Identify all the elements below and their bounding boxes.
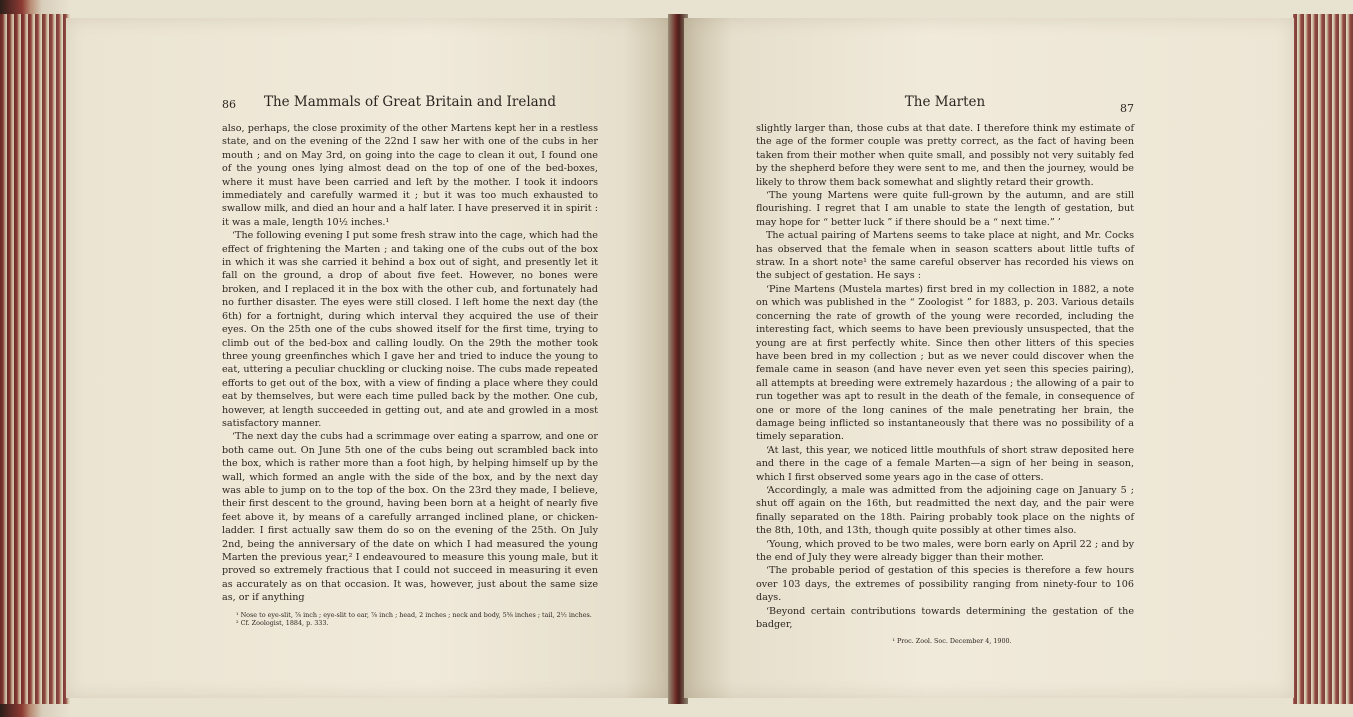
right-page-number: 87: [1120, 102, 1134, 115]
right-paragraph-8: ‘The probable period of gestation of this species is therefore a few hours over 103 days, the extremes of possibility ranging from ninety-four to 106 days.: [756, 565, 1134, 604]
left-page-number: 86: [222, 98, 236, 111]
right-page-edges: [1293, 14, 1353, 704]
right-paragraph-3: The actual pairing of Martens seems to take place at night, and Mr. Cocks has observed that the female when in season scatters about little tufts of straw. In a short note¹ the same careful observer has recorded his views on the subject of gestation. He says :: [756, 230, 1134, 282]
right-paragraph-7: ‘Young, which proved to be two males, were born early on April 22 ; and by the end of July they were already bigger than their mother.: [756, 538, 1134, 563]
left-paragraph-3: ‘The next day the cubs had a scrimmage over eating a sparrow, and one or both came out. On June 5th one of the cubs being out scrambled back into the box, which is rather more than a foot high, by helping himself up by the wall, which formed an angle with the side of the box, and by the next day was able to jump on to the top of the box. On the 23rd they made, I believe, their first descent to the ground, having been born at a height of nearly five feet above it, by means of a carefully arranged inclined plane, or chicken-ladder. I first actually saw them do so on the evening of the 25th. On July 2nd, being the anniversary of the date on which I had measured the young Marten the previous year,² I endeavoured to measure this young male, but it proved so extremely fractious that I could not succeed in measuring it even as accurately as on that occasion. It was, however, just about the same size as, or if anything: [222, 431, 598, 604]
left-running-title: The Mammals of Great Britain and Ireland: [263, 94, 557, 110]
right-running-title: The Marten: [904, 94, 986, 110]
right-paragraph-2: ‘The young Martens were quite full-grown by the autumn, and are still flourishing. I regret that I am unable to state the length of gestation, but may hope for “ better luck ” if there should be a “ next time.” ’: [756, 190, 1134, 228]
left-page-edges: [0, 14, 70, 704]
right-footnotes: [756, 637, 1134, 646]
left-paragraph-2: ‘The following evening I put some fresh straw into the cage, which had the effect of frightening the Marten ; and taking one of the cubs out of the box in which it was she carried it behind a box out of sight, and presently let it fall on the ground, a drop of about five feet. However, no bones were broken, and I replaced it in the box with the other cub, and fortunately had no further disaster. The eyes were still closed. I left home the next day (the 6th) for a fortnight, during which interval they acquired the use of their eyes. On the 25th one of the cubs showed itself for the first time, trying to climb out of the bed-box and calling loudly. On the 29th the mother took three young greenfinches which I gave her and tried to induce the young to eat, uttering a peculiar chuckling or clucking noise. The cubs made repeated efforts to get out of the box, with a view of finding a place where they could eat by themselves, but were each time pulled back by the mother. One cub, however, at length succeeded in getting out, and ate and growled in a most satisfactory manner.: [222, 230, 598, 429]
left-page: [66, 18, 672, 698]
right-page: [684, 18, 1294, 698]
left-running-head: [222, 94, 598, 120]
right-running-head: [756, 94, 1134, 120]
left-footnotes: [222, 611, 598, 628]
right-paragraph-6: ‘Accordingly, a male was admitted from the adjoining cage on January 5 ; shut off again on the 16th, but readmitted the next day, and the pair were finally separated on the 18th. Pairing probably took place on the nights of the 8th, 10th, and 13th, though quite possibly at other times also.: [756, 484, 1134, 537]
left-paragraph-1: also, perhaps, the close proximity of the other Martens kept her in a restless state, and on the evening of the 22nd I saw her with one of the cubs in her mouth ; and on May 3rd, on going into the cage to clean it out, I found one of the young ones lying almost dead on the top of one of the bed-boxes, where it must have been carried and left by the mother. I took it indoors immediately and carefully warmed it ; but it was too much exhausted to swallow milk, and died an hour and a half later. I have preserved it in spirit : it was a male, length 10½ inches.¹: [222, 123, 598, 228]
left-footnote-1: ¹ Nose to eye-slit, ⅞ inch ; eye-slit to ear, ⅞ inch ; head, 2 inches ; neck and body, 5⅝ inches ; tail, 2½ inches.: [236, 610, 592, 619]
right-footnote-1: ¹ Proc. Zool. Soc. December 4, 1900.: [892, 637, 1012, 646]
left-page-content: [222, 94, 598, 628]
right-paragraph-1: slightly larger than, those cubs at that date. I therefore think my estimate of the age of the former couple was pretty correct, as the fact of having been taken from their mother when quite small, and possibly not very suitably fed by the shepherd before they were sent to me, and then the journey, would be likely to throw them back somewhat and slightly retard their growth.: [756, 123, 1134, 188]
right-paragraph-9: ‘Beyond certain contributions towards determining the gestation of the badger,: [756, 605, 1134, 631]
right-page-content: [756, 94, 1134, 646]
left-footnote-2: ² Cf. Zoologist, 1884, p. 333.: [236, 619, 329, 628]
right-paragraph-5: ‘At last, this year, we noticed little mouthfuls of short straw deposited here and there in the cage of a female Marten—a sign of her being in season, which I first observed some years ago in the case of otters.: [756, 444, 1134, 483]
right-paragraph-4: ‘Pine Martens (Mustela martes) first bred in my collection in 1882, a note on which was published in the “ Zoologist ” for 1883, p. 203. Various details concerning the rate of growth of the young were recorded, including the interesting fact, which seems to have been previously unsuspected, that the young are at first perfectly white. Since then other litters of this species have been bred in my collection ; but as we never could discover when the female came in season (and have never even yet seen this species pairing), all attempts at breeding were extremely hazardous ; the allowing of a pair to run together was apt to result in the death of the female, in consequence of one or more of the long canines of the male penetrating her brain, the damage being inflicted so instantaneously that there was no possibility of a timely separation.: [756, 283, 1134, 443]
